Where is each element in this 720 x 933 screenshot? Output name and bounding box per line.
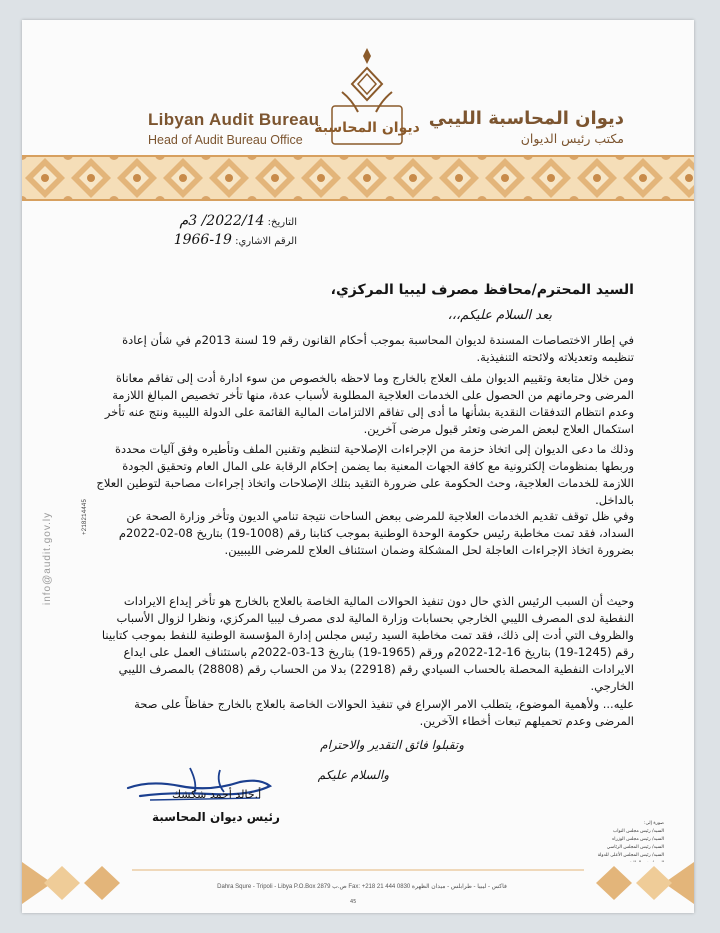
cc-heading: صورة إلى: bbox=[644, 821, 664, 826]
paragraph: وفي ظل توقف تقديم الخدمات العلاجية للمرضى ببعض الساحات نتيجة تنامي الديون وتأخر وزارة الصحة عن السداد، فقد تمت مخاطبة رئيس حكومة الوحدة الوطنية بموجب كتابنا رقم (1008-19) بتاريخ 08-02-2022م بضرورة اتخاذ الإجراءات العاجلة لحل المشكلة وضمان استئناف العلاج للمرضى الليبيين. bbox=[118, 509, 634, 557]
salutation: والسلام عليكم bbox=[317, 768, 389, 782]
office-name-en: Head of Audit Bureau Office bbox=[148, 133, 303, 147]
decorative-band-top bbox=[22, 155, 694, 201]
cc-entry: السيد/ رئيس مجلس الوزراء bbox=[612, 837, 664, 842]
letter-page bbox=[22, 20, 694, 913]
cc-entry: السيد/ رئيس المجلس الرئاسي bbox=[606, 845, 664, 850]
brand-arabic bbox=[429, 108, 624, 146]
logo-text: ديوان المحاسبة bbox=[314, 120, 420, 136]
closing: وتقبلوا فائق التقدير والاحترام bbox=[320, 738, 464, 752]
phone-text: +218214445 bbox=[81, 498, 88, 535]
org-name-en: Libyan Audit Bureau bbox=[148, 110, 320, 129]
paragraph: وحيث أن السبب الرئيس الذي حال دون تنفيذ الحوالات المالية الخاصة بالعلاج بالخارج هو تأخر إيداع الايرادات النفطية لدى المصرف الليبي الخارجي بحسابات وزارة المالية لدى مصرف ليبيا المركزي، ونظرا لزوال الأسباب والظروف التي أدت إلى ذلك، فقد تمت مخاطبة السيد رئيس مجلس إدارة المؤسسة الوطنية للنفط بموجب كتابينا رقم (1245-19) بتاريخ 16-12-2022م ورقم (1965-19) بتاريخ 13-03-2022م باستئناف العمل على ايداع الايرادات النفطية المحصلة بالحساب السيادي رقم (22918) بدلا من الحساب رقم (28808) بالمصرف الليبي الخارجي. bbox=[101, 594, 634, 693]
cc-entry: السيد/ رئيس المجلس الأعلى للدولة bbox=[597, 853, 664, 858]
office-name-ar: مكتب رئيس الديوان bbox=[520, 131, 624, 146]
paragraph: عليه... ولأهمية الموضوع، يتطلب الامر الإسراع في تنفيذ الحوالات الخاصة بالعلاج بالخارج حفاظاً على صحة المرضى وعدم تحميلهم تبعات أخطاء الآخرين. bbox=[134, 697, 634, 728]
paragraph: وذلك ما دعى الديوان إلى اتخاذ حزمة من الإجراءات الإصلاحية لتنظيم وتقنين الملف وتأطيره وفق آليات محددة وربطها بمنظومات إلكترونية مع كافة الجهات المعنية بما يضمن إحكام الرقابة على المال العام وتحقيق الجودة اللازمة للخدمات العلاجية، وحث الحكومة على ضرورة التقيد بتلك الإصلاحات واتخاذ إجراءات مصاحبة لتوطين العلاج بالداخل. bbox=[96, 442, 634, 507]
addressee: السيد المحترم/محافظ مصرف ليبيا المركزي، bbox=[330, 282, 634, 298]
audit-bureau-logo-icon bbox=[314, 40, 420, 150]
org-name-ar: ديوان المحاسبة الليبي bbox=[428, 108, 624, 129]
date-label: التاريخ bbox=[271, 217, 297, 228]
footer-address: Dahra Squre - Tripoli - Libya P.O.Box 2879 ص.ب Fax: +218 21 444 0830 فاكس - ليبيا - طرابلس - ميدان الظهرة bbox=[217, 884, 507, 890]
side-email bbox=[30, 415, 53, 605]
signer-title: رئيس ديوان المحاسبة bbox=[152, 810, 280, 824]
page-number: 45 bbox=[350, 899, 357, 905]
brand-english bbox=[148, 110, 319, 147]
paragraph: في إطار الاختصاصات المسندة لديوان المحاسبة بموجب أحكام القانون رقم 19 لسنة 2013م في شأن إعادة تنظيمه وتعديلاته ولائحته التنفيذية. bbox=[122, 333, 634, 364]
paragraph: ومن خلال متابعة وتقييم الديوان ملف العلاج بالخارج وما لاحظه بالخصوص من سوء ادارة أدت إلى تفاقم معاناة المرضى وحرمانهم من الحصول على الخدمات العلاجية المطلوبة لأسباب عدة، منها تأخر تخصيص المبالغ اللازمة وعدم انتظام التدفقات النقدية بشأنها ما أدى إلى تفاقم الالتزامات المالية القائمة على الدولة الليبية ونتج عنه تأخر استكمال العلاج لبعض المرضى وتعثر قبول مرضى آخرين. bbox=[104, 371, 634, 436]
date-value: 2022/14/ 3م bbox=[179, 213, 265, 229]
side-phone bbox=[72, 465, 88, 535]
cc-entry: السيد/ رئيس مجلس النواب bbox=[612, 829, 664, 834]
email-text: info@audit.gov.ly bbox=[42, 511, 53, 605]
signer-name: أ.خالد أحمد شكشك bbox=[172, 788, 262, 801]
ref-label: الرقم الاشاري bbox=[238, 236, 297, 247]
letter-meta: التاريخ: 2022/14/ 3م الرقم الاشاري: 19-1966 bbox=[173, 213, 297, 248]
greeting: بعد السلام عليكم،،، bbox=[447, 308, 552, 323]
ref-value: 19-1966 bbox=[173, 232, 232, 248]
